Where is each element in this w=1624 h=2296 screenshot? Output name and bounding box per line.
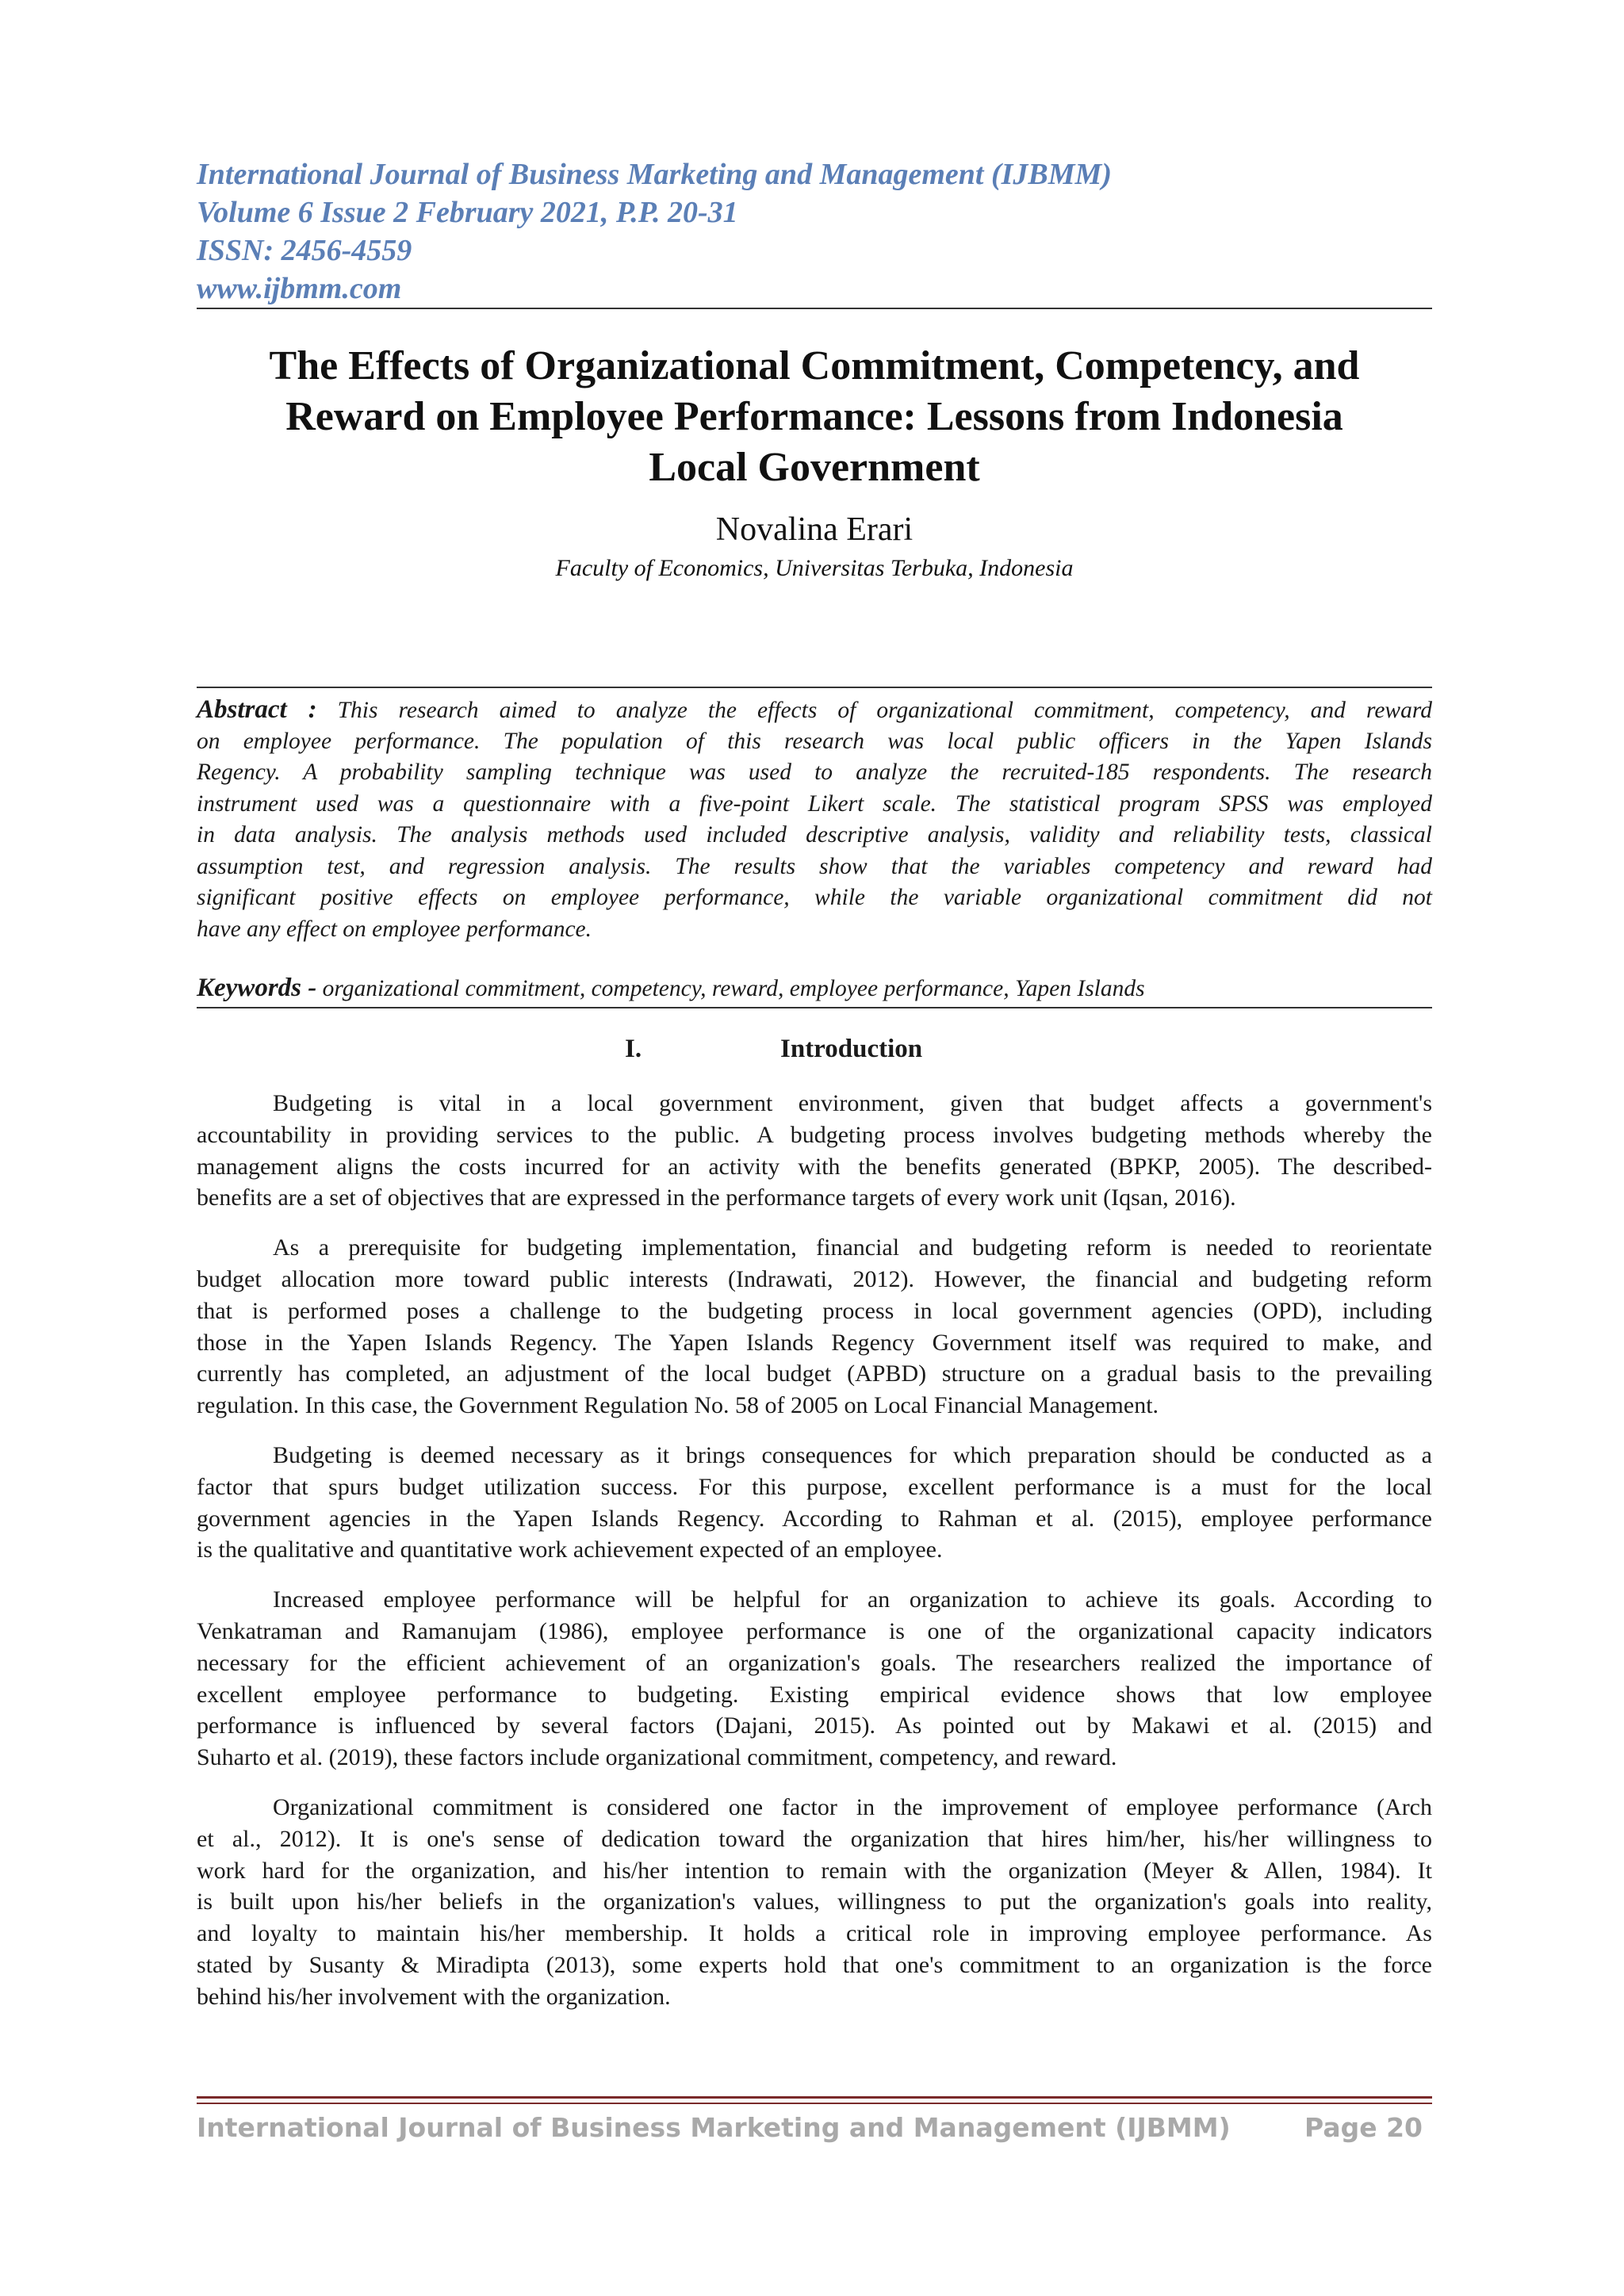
footer-page-number: Page 20: [1304, 2112, 1423, 2143]
author-name: Novalina Erari: [715, 511, 914, 548]
paragraph: [197, 1792, 1432, 2013]
paper-title-line-1: The Effects of Organizational Commitment, Competency, and: [269, 343, 1360, 388]
paragraph-line: management aligns the costs incurred for an activity with the benefits generated (BPKP, 2005). The described-: [197, 1153, 1432, 1180]
paragraph-line: et al., 2012). It is one's sense of dedication toward the organization that hires him/her, his/her willingness to: [197, 1825, 1432, 1852]
keywords-text: organizational commitment, competency, reward, employee performance, Yapen Islands: [316, 976, 1145, 1001]
footer-divider: [197, 2096, 1432, 2099]
abstract-label: Abstract :: [197, 695, 317, 724]
abstract-line: in data analysis. The analysis methods used included descriptive analysis, validity and reliability tests, classical: [197, 822, 1432, 848]
journal-name: International Journal of Business Marketing and Management (IJBMM): [197, 158, 1112, 191]
journal-volume: Volume 6 Issue 2 February 2021, P.P. 20-31: [197, 196, 738, 229]
abstract-line: assumption test, and regression analysis. The results show that the variables competency and reward had: [197, 853, 1432, 879]
paper-title-line-2: Reward on Employee Performance: Lessons from Indonesia: [285, 394, 1343, 439]
paragraph-line: necessary for the efficient achievement of an organization's goals. The researchers realized the importance of: [197, 1649, 1432, 1676]
paragraph-line: is built upon his/her beliefs in the organization's values, willingness to put the organization's goals into reality,: [197, 1888, 1432, 1915]
journal-url[interactable]: www.ijbmm.com: [197, 272, 402, 305]
paragraph-line: excellent employee performance to budgeting. Existing empirical evidence shows that low employee: [197, 1681, 1432, 1708]
paragraph-line: work hard for the organization, and his/her intention to remain with the organization (Meyer & Allen, 1984). It: [197, 1857, 1432, 1884]
footer-divider-thin: [197, 2103, 1432, 2104]
paragraph: [197, 1088, 1432, 1214]
keywords: [197, 972, 1432, 1004]
paragraph: [197, 1232, 1432, 1422]
abstract-line: significant positive effects on employee performance, while the variable organizational commitment did not: [197, 885, 1432, 910]
paragraph-line: accountability in providing services to the public. A budgeting process involves budgeting methods whereby the: [197, 1121, 1432, 1148]
section-number: I.: [625, 1035, 642, 1063]
paragraph-line: Budgeting is vital in a local government environment, given that budget affects a government's: [273, 1090, 1432, 1116]
paragraph-line: government agencies in the Yapen Islands Regency. According to Rahman et al. (2015), employee performance: [197, 1505, 1432, 1532]
paragraph-line: is the qualitative and quantitative work achievement expected of an employee.: [197, 1536, 943, 1563]
abstract-top-divider: [197, 687, 1432, 688]
paragraph-line: behind his/her involvement with the organization.: [197, 1983, 671, 2010]
paragraph-line: and loyalty to maintain his/her membership. It holds a critical role in improving employee performance. As: [197, 1920, 1432, 1947]
abstract: [197, 695, 1432, 945]
abstract-line: Regency. A probability sampling technique was used to analyze the recruited-185 respondents. The research: [197, 760, 1432, 785]
abstract-line: instrument used was a questionnaire with a five-point Likert scale. The statistical program SPSS was employed: [197, 790, 1432, 817]
paragraph: [197, 1440, 1432, 1566]
paper-title-line-3: Local Government: [649, 445, 980, 490]
paragraph: [197, 1584, 1432, 1774]
author-affiliation: Faculty of Economics, Universitas Terbuka, Indonesia: [555, 555, 1074, 581]
keywords-label: Keywords -: [197, 974, 317, 1002]
paragraph-line: benefits are a set of objectives that are expressed in the performance targets of every work unit (Iqsan, 2016).: [197, 1184, 1236, 1211]
title-block: [197, 341, 1432, 584]
journal-header: [197, 155, 1432, 308]
paragraph-line: Organizational commitment is considered one factor in the improvement of employee performance (Arch: [273, 1793, 1432, 1820]
paragraph-line: Venkatraman and Ramanujam (1986), employee performance is one of the organizational capacity indicators: [197, 1617, 1432, 1644]
paragraph-line: stated by Susanty & Miradipta (2013), some experts hold that one's commitment to an organization is the force: [197, 1951, 1432, 1978]
abstract-line: Abstract : This research aimed to analyze the effects of organizational commitment, competency, and reward: [197, 695, 1432, 724]
header-divider: [197, 308, 1432, 309]
paragraph-line: factor that spurs budget utilization success. For this purpose, excellent performance is a must for the local: [197, 1473, 1432, 1500]
keywords-bottom-divider: [197, 1007, 1432, 1008]
journal-issn: ISSN: 2456-4559: [197, 234, 412, 267]
section-title: Introduction: [780, 1035, 923, 1063]
paragraph-line: As a prerequisite for budgeting implementation, financial and budgeting reform is needed to reorientate: [273, 1234, 1432, 1261]
paragraph-line: budget allocation more toward public interests (Indrawati, 2012). However, the financial and budgeting reform: [197, 1265, 1432, 1292]
footer-journal-name: International Journal of Business Marketing and Management (IJBMM): [197, 2112, 1231, 2143]
abstract-line: on employee performance. The population of this research was local public officers in the Yapen Islands: [197, 728, 1432, 754]
paragraph-line: that is performed poses a challenge to the budgeting process in local government agencies (OPD), including: [197, 1297, 1432, 1324]
abstract-line: have any effect on employee performance.: [197, 916, 592, 942]
paragraph-line: performance is influenced by several factors (Dajani, 2015). As pointed out by Makawi et al. (2015) and: [197, 1712, 1432, 1739]
paragraph-line: currently has completed, an adjustment of the local budget (APBD) structure on a gradual basis to the prevailing: [197, 1360, 1432, 1387]
paragraph-line: Budgeting is deemed necessary as it brings consequences for which preparation should be conducted as a: [273, 1441, 1432, 1468]
paragraph-line: Increased employee performance will be helpful for an organization to achieve its goals. According to: [273, 1586, 1432, 1613]
paragraph-line: those in the Yapen Islands Regency. The Yapen Islands Regency Government itself was required to make, and: [197, 1329, 1432, 1356]
paragraph-line: regulation. In this case, the Government Regulation No. 58 of 2005 on Local Financial Management.: [197, 1392, 1159, 1419]
paragraph-line: Suharto et al. (2019), these factors include organizational commitment, competency, and reward.: [197, 1744, 1117, 1771]
body-text: [197, 1088, 1432, 2031]
paper-page: [197, 0, 1432, 2296]
